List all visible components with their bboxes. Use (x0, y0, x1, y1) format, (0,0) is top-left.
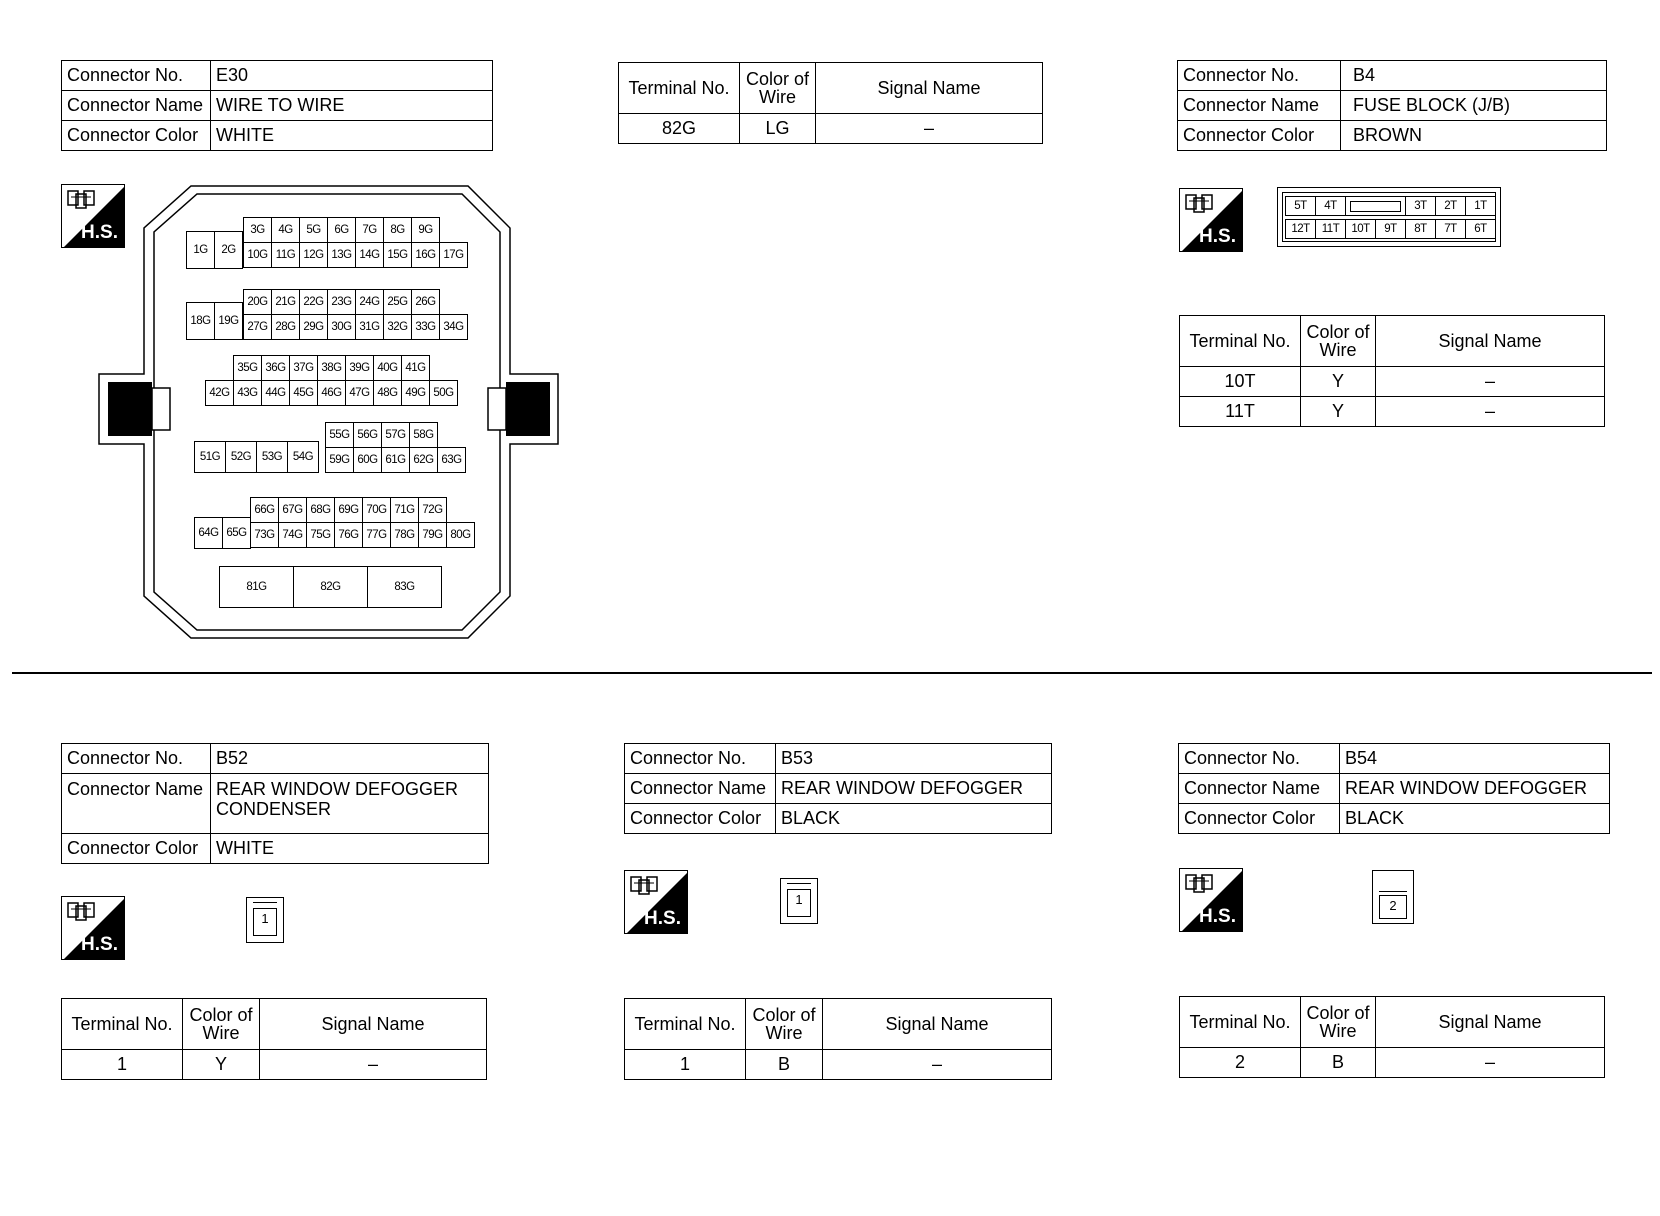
pin-56g: 56G (353, 422, 382, 448)
e30-terminal-table (618, 62, 1043, 144)
pin-1: 1 (787, 889, 811, 917)
harness-side-icon (1179, 188, 1243, 252)
connector-name-line1: REAR WINDOW DEFOGGER (216, 779, 458, 799)
connector-name-label: Connector Name (1179, 774, 1340, 804)
pin-25g: 25G (383, 289, 412, 315)
pin-83g: 83G (367, 566, 442, 608)
pin-18g: 18G (186, 302, 215, 340)
pin-3g: 3G (243, 217, 272, 243)
pin-77g: 77G (362, 522, 391, 548)
pin-55g: 55G (325, 422, 354, 448)
pin-2: 2 (1379, 895, 1407, 919)
pin-12t: 12T (1285, 219, 1316, 239)
pin-53g: 53G (256, 441, 288, 473)
pin-45g: 45G (289, 380, 318, 406)
signal-cell: – (1376, 1048, 1605, 1078)
pin-71g: 71G (390, 497, 419, 523)
pin-24g: 24G (355, 289, 384, 315)
hs-label: H.S. (644, 908, 681, 929)
pin-27g: 27G (243, 314, 272, 340)
color-cell: B (1301, 1048, 1376, 1078)
pin-7t: 7T (1435, 219, 1466, 239)
b4-keyway-slot (1350, 201, 1401, 212)
pin-73g: 73G (250, 522, 279, 548)
pin-48g: 48G (373, 380, 402, 406)
signal-cell: – (816, 114, 1043, 144)
connector-name-value: REAR WINDOW DEFOGGER (1340, 774, 1610, 804)
color-of-wire-header (1301, 997, 1376, 1048)
pin-1g: 1G (186, 231, 215, 269)
pin-6t: 6T (1465, 219, 1496, 239)
pin-4t: 4T (1315, 196, 1346, 216)
signal-name-header: Signal Name (1376, 316, 1605, 367)
color-header-line2: Wire (202, 1023, 240, 1043)
table-row (1180, 1048, 1605, 1078)
pin-49g: 49G (401, 380, 430, 406)
pin-44g: 44G (261, 380, 290, 406)
color-header-line1: Color of (752, 1005, 816, 1025)
pin-15g: 15G (383, 242, 412, 268)
terminal-no-header: Terminal No. (1180, 316, 1301, 367)
pin-81g: 81G (219, 566, 294, 608)
color-of-wire-header (1301, 316, 1376, 367)
terminal-cell: 82G (619, 114, 740, 144)
pin-5g: 5G (299, 217, 328, 243)
color-of-wire-header (183, 999, 260, 1050)
connector-color-label: Connector Color (62, 834, 211, 864)
b53-connector-face (780, 878, 818, 924)
connector-name-label: Connector Name (62, 774, 211, 834)
connector-name-line2: CONDENSER (216, 799, 332, 819)
signal-cell: – (260, 1050, 487, 1080)
connector-no-label: Connector No. (62, 744, 211, 774)
color-of-wire-header (746, 999, 823, 1050)
connector-color-value: BLACK (1340, 804, 1610, 834)
pin-10t: 10T (1345, 219, 1376, 239)
pin-16g: 16G (411, 242, 440, 268)
pin-10g: 10G (243, 242, 272, 268)
pin-8g: 8G (383, 217, 412, 243)
pin-79g: 79G (418, 522, 447, 548)
signal-cell: – (823, 1050, 1052, 1080)
connector-color-label: Connector Color (1179, 804, 1340, 834)
b4-terminal-table (1179, 315, 1605, 427)
color-cell: Y (183, 1050, 260, 1080)
pin-2g: 2G (214, 231, 243, 269)
pin-14g: 14G (355, 242, 384, 268)
connector-no-value: B53 (776, 744, 1052, 774)
color-header-line2: Wire (1319, 340, 1357, 360)
pin-11g: 11G (271, 242, 300, 268)
signal-name-header: Signal Name (260, 999, 487, 1050)
hs-label: H.S. (1199, 906, 1236, 927)
pin-3t: 3T (1405, 196, 1436, 216)
b53-terminal-table (624, 998, 1052, 1080)
connector-color-value: BLACK (776, 804, 1052, 834)
pin-1t: 1T (1465, 196, 1496, 216)
pin-47g: 47G (345, 380, 374, 406)
pin-31g: 31G (355, 314, 384, 340)
hs-label: H.S. (1199, 226, 1236, 247)
pin-26g: 26G (411, 289, 440, 315)
pin-72g: 72G (418, 497, 447, 523)
color-cell: LG (740, 114, 816, 144)
pin-1: 1 (253, 908, 277, 936)
pin-50g: 50G (429, 380, 458, 406)
color-cell: B (746, 1050, 823, 1080)
pin-67g: 67G (278, 497, 307, 523)
connector-color-value: WHITE (211, 834, 489, 864)
table-row (1180, 367, 1605, 397)
pin-22g: 22G (299, 289, 328, 315)
signal-name-header: Signal Name (816, 63, 1043, 114)
connector-name-label: Connector Name (625, 774, 776, 804)
pin-46g: 46G (317, 380, 346, 406)
connector-no-label: Connector No. (625, 744, 776, 774)
pin-66g: 66G (250, 497, 279, 523)
connector-no-value: B52 (211, 744, 489, 774)
pin-40g: 40G (373, 355, 402, 381)
pin-38g: 38G (317, 355, 346, 381)
color-header-line2: Wire (759, 87, 796, 107)
pin-68g: 68G (306, 497, 335, 523)
color-of-wire-header (740, 63, 816, 114)
pin-9t: 9T (1375, 219, 1406, 239)
pin-5t: 5T (1285, 196, 1316, 216)
pin-2t: 2T (1435, 196, 1466, 216)
pin-58g: 58G (409, 422, 438, 448)
connector-name-value: WIRE TO WIRE (211, 91, 493, 121)
color-header-line2: Wire (765, 1023, 803, 1043)
pin-36g: 36G (261, 355, 290, 381)
pin-8t: 8T (1405, 219, 1436, 239)
pin-60g: 60G (353, 447, 382, 473)
b53-info-table (624, 743, 1052, 834)
pin-62g: 62G (409, 447, 438, 473)
pin-75g: 75G (306, 522, 335, 548)
terminal-cell: 2 (1180, 1048, 1301, 1078)
harness-side-icon (1179, 868, 1243, 932)
pin-59g: 59G (325, 447, 354, 473)
pin-63g: 63G (437, 447, 466, 473)
pin-76g: 76G (334, 522, 363, 548)
pin-41g: 41G (401, 355, 430, 381)
pin-32g: 32G (383, 314, 412, 340)
b54-info-table (1178, 743, 1610, 834)
terminal-cell: 11T (1180, 397, 1301, 427)
pin-78g: 78G (390, 522, 419, 548)
color-header-line1: Color of (745, 69, 810, 89)
color-cell: Y (1301, 397, 1376, 427)
terminal-cell: 10T (1180, 367, 1301, 397)
pin-65g: 65G (222, 517, 251, 549)
pin-54g: 54G (287, 441, 319, 473)
pin-64g: 64G (194, 517, 223, 549)
connector-no-value: B4 (1341, 61, 1607, 91)
signal-name-header: Signal Name (1376, 997, 1605, 1048)
pin-17g: 17G (439, 242, 468, 268)
pin-70g: 70G (362, 497, 391, 523)
color-cell: Y (1301, 367, 1376, 397)
hs-label: H.S. (81, 934, 118, 955)
pin-80g: 80G (446, 522, 475, 548)
connector-no-value: E30 (211, 61, 493, 91)
e30-info-table (61, 60, 493, 151)
pin-7g: 7G (355, 217, 384, 243)
pin-52g: 52G (225, 441, 257, 473)
connector-color-value: BROWN (1341, 121, 1607, 151)
color-header-line1: Color of (189, 1005, 253, 1025)
table-row (625, 1050, 1052, 1080)
pin-61g: 61G (381, 447, 410, 473)
terminal-cell: 1 (62, 1050, 183, 1080)
b4-keyway (1345, 196, 1406, 216)
pin-20g: 20G (243, 289, 272, 315)
connector-no-label: Connector No. (1178, 61, 1341, 91)
terminal-cell: 1 (625, 1050, 746, 1080)
pin-51g: 51G (194, 441, 226, 473)
connector-color-label: Connector Color (62, 121, 211, 151)
pin-39g: 39G (345, 355, 374, 381)
table-row (1180, 397, 1605, 427)
signal-name-header: Signal Name (823, 999, 1052, 1050)
harness-side-icon (61, 896, 125, 960)
pin-69g: 69G (334, 497, 363, 523)
pin-11t: 11T (1315, 219, 1346, 239)
connector-name-value: FUSE BLOCK (J/B) (1341, 91, 1607, 121)
pin-74g: 74G (278, 522, 307, 548)
pin-19g: 19G (214, 302, 243, 340)
pin-42g: 42G (205, 380, 234, 406)
pin-30g: 30G (327, 314, 356, 340)
pin-6g: 6G (327, 217, 356, 243)
table-row (619, 114, 1043, 144)
pin-37g: 37G (289, 355, 318, 381)
pin-29g: 29G (299, 314, 328, 340)
pin-43g: 43G (233, 380, 262, 406)
signal-cell: – (1376, 367, 1605, 397)
terminal-no-header: Terminal No. (625, 999, 746, 1050)
section-divider (12, 672, 1652, 674)
connector-color-value: WHITE (211, 121, 493, 151)
pin-57g: 57G (381, 422, 410, 448)
pin-82g: 82G (293, 566, 368, 608)
pin-13g: 13G (327, 242, 356, 268)
pin-35g: 35G (233, 355, 262, 381)
connector-no-value: B54 (1340, 744, 1610, 774)
connector-name-value: REAR WINDOW DEFOGGER (776, 774, 1052, 804)
b52-connector-face (246, 897, 284, 943)
connector-name-label: Connector Name (1178, 91, 1341, 121)
connector-name-label: Connector Name (62, 91, 211, 121)
b54-connector-face (1372, 870, 1414, 924)
connector-color-label: Connector Color (1178, 121, 1341, 151)
terminal-no-header: Terminal No. (619, 63, 740, 114)
pin-33g: 33G (411, 314, 440, 340)
pin-23g: 23G (327, 289, 356, 315)
color-header-line2: Wire (1319, 1021, 1357, 1041)
pin-12g: 12G (299, 242, 328, 268)
terminal-no-header: Terminal No. (1180, 997, 1301, 1048)
hs-label: H.S. (81, 222, 118, 243)
signal-cell: – (1376, 397, 1605, 427)
connector-no-label: Connector No. (1179, 744, 1340, 774)
pin-4g: 4G (271, 217, 300, 243)
pin-9g: 9G (411, 217, 440, 243)
pin-28g: 28G (271, 314, 300, 340)
connector-name-value (211, 774, 489, 834)
harness-side-icon (624, 870, 688, 934)
color-header-line1: Color of (1306, 1003, 1370, 1023)
connector-color-label: Connector Color (625, 804, 776, 834)
pin-34g: 34G (439, 314, 468, 340)
table-row (62, 1050, 487, 1080)
b54-terminal-table (1179, 996, 1605, 1078)
b52-info-table (61, 743, 489, 864)
terminal-no-header: Terminal No. (62, 999, 183, 1050)
connector-no-label: Connector No. (62, 61, 211, 91)
pin-21g: 21G (271, 289, 300, 315)
color-header-line1: Color of (1306, 322, 1370, 342)
b52-terminal-table (61, 998, 487, 1080)
b4-info-table (1177, 60, 1607, 151)
